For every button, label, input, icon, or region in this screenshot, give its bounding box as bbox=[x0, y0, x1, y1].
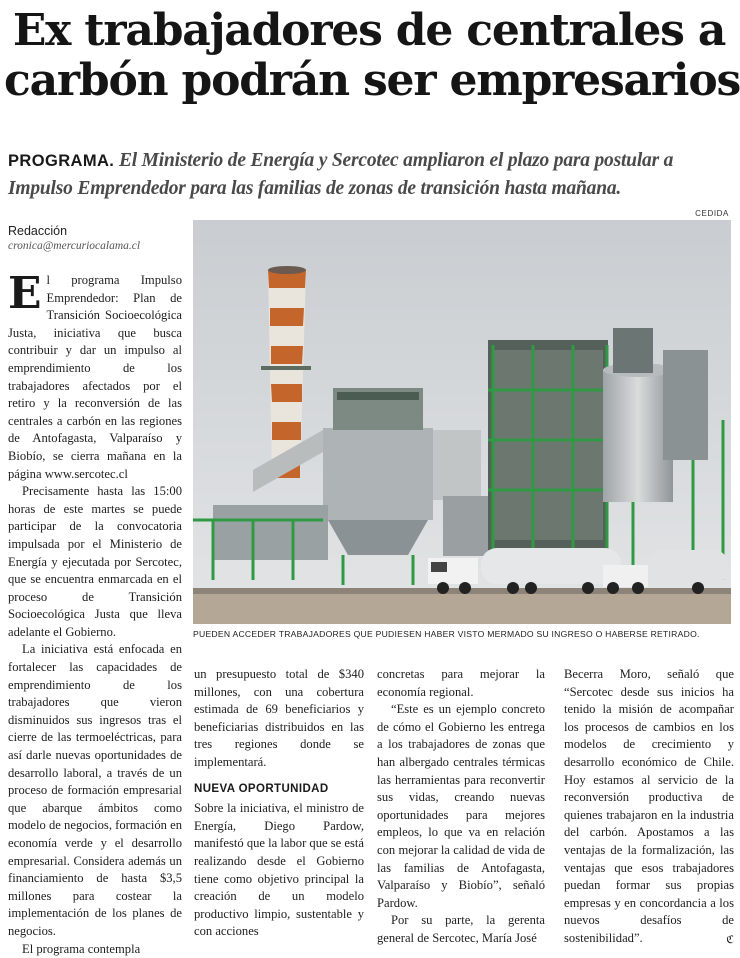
paragraph-5: Sobre la iniciativa, el ministro de Energía, Diego Pardow, manifestó que la labor que se está realizando desde el Gobierno tiene como objetivo principal la creación de un modelo productivo limpio, sustentable y con acciones bbox=[194, 801, 364, 939]
power-plant-photo bbox=[193, 220, 731, 624]
headline bbox=[4, 5, 740, 106]
paragraph-7-continued bbox=[564, 666, 734, 948]
article-column-2 bbox=[194, 666, 364, 941]
end-mark: ℭ bbox=[726, 933, 734, 946]
deck-text: El Ministerio de Energía y Sercotec ampliaron el plazo para postular a Impulso Emprendedor para las familias de zonas de transición hasta mañana. bbox=[8, 150, 674, 199]
byline-name: Redacción bbox=[8, 224, 68, 238]
article-column-4 bbox=[564, 666, 734, 950]
paragraph-4-start: El programa contempla bbox=[22, 941, 141, 956]
byline bbox=[8, 224, 188, 252]
paragraph-1-text: l programa Impulso Emprendedor: Plan de Transición Socioecológica Justa, iniciativa que busca contribuir y dar un impulso al emprendimiento de los trabajadores afectados por el retiro y la reconversión de las centrales a carbón en las regiones de Antofagasta, Valparaíso y Biobío, se cierra mañana en la página www.sercotec.cl bbox=[8, 273, 182, 481]
byline-email: cronica@mercuriocalama.cl bbox=[8, 240, 141, 252]
photo-credit: CEDIDA bbox=[695, 209, 729, 218]
photo-caption: PUEDEN ACCEDER TRABAJADORES QUE PUDIESEN HABER VISTO MERMADO SU INGRESO O HABERSE RETIRADO. bbox=[193, 629, 700, 639]
article-column-1 bbox=[8, 268, 182, 958]
paragraph-1 bbox=[8, 268, 182, 483]
paragraph-3: La iniciativa está enfocada en fortalecer las capacidades de emprendimiento de los trabajadores que vieron disminuidos sus ingresos tras el cierre de las termoeléctricas, para así darle nuevas oportunidades de desarrollo laboral, a través de un proceso de formación empresarial que abarque ámbitos como modelo de negocios, formación en economía verde y el desarrollo empresarial. Considera además un financiamiento de hasta $3,5 millones para costear la implementación de los planes de negocios. bbox=[8, 642, 182, 938]
article-column-3 bbox=[377, 666, 545, 948]
headline-line-2: carbón podrán ser empresarios bbox=[4, 55, 740, 106]
paragraph-7-continued-text: Becerra Moro, señaló que “Sercotec desde sus inicios ha tenido la misión de acompañar los procesos de cambios en los modelos de crecimiento y desarrollo económico de Chile. Hoy estamos al servicio de la reconversión productiva de quienes trabajaron en la industria del carbón. Apostamos a las ventajas de la formalización, las ventajas que esos trabajadores puedan formar sus propias empresas y en concordancia a los nuevos desafíos de sostenibilidad”. bbox=[564, 667, 734, 945]
paragraph-2: Precisamente hasta las 15:00 horas de este martes se puede participar de la convocatoria impulsada por el Ministerio de Energía y ejecutada por Sercotec, que se encuentra enmarcada en el proceso de Transición Socioecológica Justa que lleva adelante el Gobierno. bbox=[8, 484, 182, 639]
deck bbox=[8, 147, 730, 203]
paragraph-6: “Este es un ejemplo concreto de cómo el Gobierno les entrega a los trabajadores de zonas que han albergado centrales térmicas las herramientas para reconvertir sus vidas, creando nuevas oportunidades para mejores empleos, lo que va en relación con mejorar la calidad de vida de las familias de Antofagasta, Valparaíso y Biobío”, señaló Pardow. bbox=[377, 702, 545, 910]
paragraph-5-continued: concretas para mejorar la economía regional. bbox=[377, 667, 545, 699]
paragraph-4-continued: un presupuesto total de $340 millones, con una cobertura estimada de 69 beneficiarios y beneficiarias distribuidos en las tres regiones donde se implementará. bbox=[194, 667, 364, 769]
deck-kicker: PROGRAMA. bbox=[8, 152, 115, 170]
headline-line-1: Ex trabajadores de centrales a bbox=[12, 5, 726, 56]
drop-cap: E bbox=[8, 268, 42, 319]
paragraph-7-start: Por su parte, la gerenta general de Sercotec, María José bbox=[377, 913, 545, 945]
subhead-nueva-oportunidad: NUEVA OPORTUNIDAD bbox=[194, 782, 329, 795]
